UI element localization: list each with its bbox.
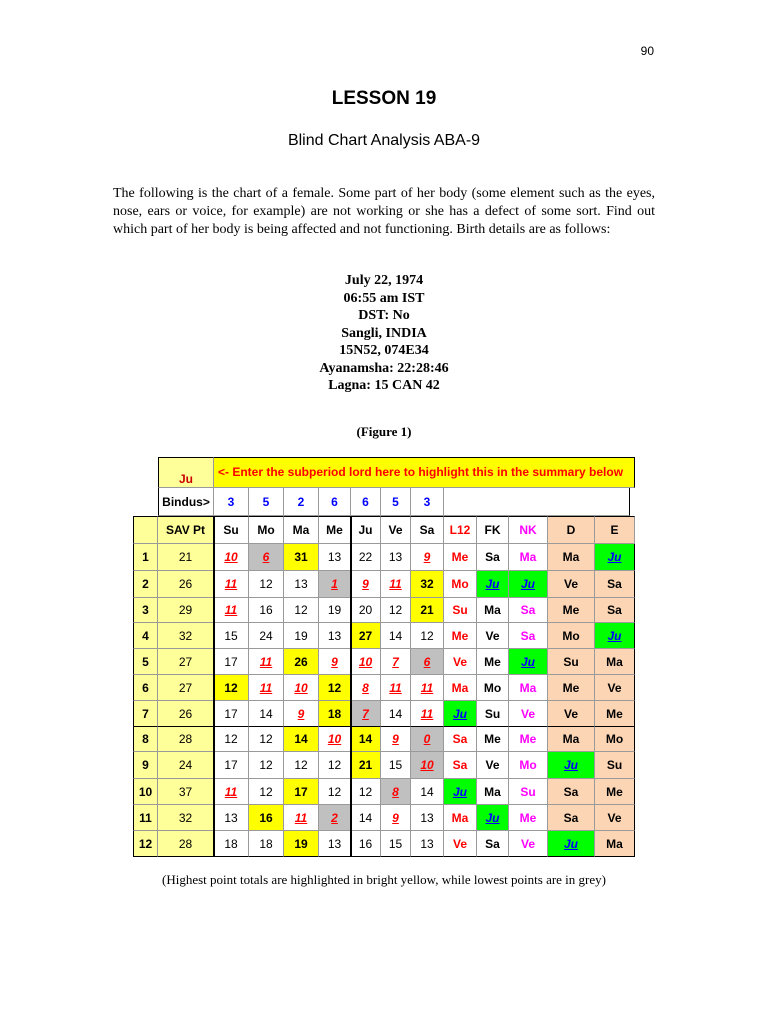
l12-cell: Su [444, 598, 477, 623]
e-cell: Ma [595, 649, 635, 675]
e-cell: Me [595, 701, 635, 727]
planet-point: 13 [284, 571, 319, 598]
planet-point: 10 [214, 544, 249, 571]
planet-point: 12 [249, 571, 284, 598]
planet-point: 14 [249, 701, 284, 727]
e-cell: Ve [595, 805, 635, 831]
column-header: Ma [284, 516, 319, 544]
planet-point: 19 [284, 831, 319, 857]
figure-label: (Figure 1) [356, 424, 412, 439]
birth-details [0, 272, 768, 395]
bindus-value: 6 [351, 488, 381, 516]
planet-point: 11 [214, 571, 249, 598]
row-number: 3 [133, 598, 158, 623]
bindus-value: 5 [249, 488, 284, 516]
planet-point: 21 [411, 598, 444, 623]
sav-point: 37 [158, 779, 214, 805]
planet-point: 10 [351, 649, 381, 675]
l12-cell: Sa [444, 752, 477, 779]
planet-point: 12 [319, 675, 351, 701]
d-cell: Mo [548, 623, 595, 649]
planet-point: 18 [319, 701, 351, 727]
planet-point: 27 [351, 623, 381, 649]
lesson-title: LESSON 19 [331, 88, 437, 109]
planet-point: 14 [411, 779, 444, 805]
bindus-value: 6 [319, 488, 351, 516]
column-header: SAV Pt [158, 516, 214, 544]
planet-point: 16 [249, 598, 284, 623]
row-number: 8 [133, 727, 158, 752]
planet-point: 14 [351, 805, 381, 831]
planet-point: 17 [214, 701, 249, 727]
nk-cell: Ma [509, 544, 548, 571]
sav-point: 27 [158, 649, 214, 675]
row-number: 12 [133, 831, 158, 857]
planet-point: 12 [214, 727, 249, 752]
subperiod-note: <- Enter the subperiod lord here to highlight this in the summary below [214, 457, 635, 488]
planet-point: 12 [284, 752, 319, 779]
nk-cell: Ve [509, 831, 548, 857]
sav-point: 27 [158, 675, 214, 701]
nk-cell: Sa [509, 598, 548, 623]
fk-cell: Ma [477, 779, 509, 805]
planet-point: 8 [381, 779, 411, 805]
d-cell: Me [548, 675, 595, 701]
planet-point: 11 [381, 675, 411, 701]
planet-point: 15 [214, 623, 249, 649]
planet-point: 6 [411, 649, 444, 675]
sav-point: 28 [158, 727, 214, 752]
planet-point: 12 [319, 752, 351, 779]
d-cell: Ma [548, 544, 595, 571]
planet-point: 13 [319, 831, 351, 857]
sav-point: 32 [158, 805, 214, 831]
planet-point: 12 [249, 752, 284, 779]
column-header: FK [477, 516, 509, 544]
l12-cell: Sa [444, 727, 477, 752]
l12-cell: Mo [444, 571, 477, 598]
fk-cell: Ju [477, 571, 509, 598]
e-cell: Sa [595, 571, 635, 598]
sav-point: 28 [158, 831, 214, 857]
fk-cell: Me [477, 649, 509, 675]
planet-point: 15 [381, 752, 411, 779]
fk-cell: Su [477, 701, 509, 727]
nk-cell: Ju [509, 571, 548, 598]
planet-point: 12 [249, 779, 284, 805]
planet-point: 13 [381, 544, 411, 571]
column-header: Sa [411, 516, 444, 544]
fk-cell: Mo [477, 675, 509, 701]
planet-point: 9 [319, 649, 351, 675]
planet-point: 10 [284, 675, 319, 701]
planet-point: 9 [351, 571, 381, 598]
page-number: 90 [640, 44, 654, 58]
fk-cell: Ma [477, 598, 509, 623]
d-cell: Su [548, 649, 595, 675]
planet-point: 10 [411, 752, 444, 779]
planet-point: 13 [319, 544, 351, 571]
lagna: Lagna: 15 CAN 42 [328, 378, 440, 393]
planet-point: 11 [249, 675, 284, 701]
e-cell: Ma [595, 831, 635, 857]
fk-cell: Ju [477, 805, 509, 831]
planet-point: 31 [284, 544, 319, 571]
planet-point: 8 [351, 675, 381, 701]
row-number: 11 [133, 805, 158, 831]
nk-cell: Ma [509, 675, 548, 701]
planet-point: 22 [351, 544, 381, 571]
row-number: 4 [133, 623, 158, 649]
planet-point: 11 [381, 571, 411, 598]
dst: DST: No [358, 308, 410, 323]
column-header: E [595, 516, 635, 544]
column-header: Su [214, 516, 249, 544]
d-cell: Ju [548, 831, 595, 857]
planet-point: 9 [381, 727, 411, 752]
fk-cell: Sa [477, 544, 509, 571]
e-cell: Ju [595, 623, 635, 649]
l12-cell: Ju [444, 701, 477, 727]
e-cell: Ve [595, 675, 635, 701]
planet-point: 17 [214, 752, 249, 779]
planet-point: 24 [249, 623, 284, 649]
planet-point: 16 [351, 831, 381, 857]
l12-cell: Me [444, 544, 477, 571]
planet-point: 12 [381, 598, 411, 623]
planet-point: 15 [381, 831, 411, 857]
row-number: 5 [133, 649, 158, 675]
e-cell: Ju [595, 544, 635, 571]
planet-point: 16 [249, 805, 284, 831]
d-cell: Me [548, 598, 595, 623]
column-header: Ju [351, 516, 381, 544]
bindus-value: 5 [381, 488, 411, 516]
row-number: 9 [133, 752, 158, 779]
sav-point: 26 [158, 571, 214, 598]
planet-point: 12 [214, 675, 249, 701]
d-cell: Ve [548, 571, 595, 598]
sav-separator [213, 516, 215, 857]
planet-point: 13 [319, 623, 351, 649]
ayanamsha: Ayanamsha: 22:28:46 [319, 360, 449, 376]
planet-point: 9 [284, 701, 319, 727]
planet-point: 9 [381, 805, 411, 831]
column-header: Me [319, 516, 351, 544]
planet-point: 7 [351, 701, 381, 727]
subperiod-lord-input[interactable]: Ju [158, 457, 214, 488]
planet-point: 14 [381, 623, 411, 649]
table-caption: (Highest point totals are highlighted in bright yellow, while lowest points are in grey) [162, 872, 606, 887]
planet-point: 11 [284, 805, 319, 831]
planet-point: 7 [381, 649, 411, 675]
planet-point: 14 [284, 727, 319, 752]
row-number: 1 [133, 544, 158, 571]
e-cell: Su [595, 752, 635, 779]
planet-point: 2 [319, 805, 351, 831]
bindus-value: 3 [214, 488, 249, 516]
fk-cell: Ve [477, 623, 509, 649]
e-cell: Me [595, 779, 635, 805]
planet-point: 11 [214, 598, 249, 623]
d-cell: Ma [548, 727, 595, 752]
coordinates: 15N52, 074E34 [339, 343, 429, 358]
planet-point: 18 [214, 831, 249, 857]
planet-point: 20 [351, 598, 381, 623]
planet-point: 13 [411, 831, 444, 857]
column-header: L12 [444, 516, 477, 544]
l12-cell: Ma [444, 675, 477, 701]
column-header: Ve [381, 516, 411, 544]
nk-cell: Me [509, 727, 548, 752]
row-number: 10 [133, 779, 158, 805]
planet-point: 32 [411, 571, 444, 598]
birth-place: Sangli, INDIA [341, 325, 427, 341]
d-cell: Sa [548, 779, 595, 805]
planet-point: 12 [249, 727, 284, 752]
planet-point: 12 [319, 779, 351, 805]
column-header: Mo [249, 516, 284, 544]
planet-point: 21 [351, 752, 381, 779]
planet-separator [350, 516, 352, 857]
sav-point: 21 [158, 544, 214, 571]
row-number: 2 [133, 571, 158, 598]
planet-point: 19 [319, 598, 351, 623]
planet-point: 11 [411, 701, 444, 727]
l12-cell: Ve [444, 831, 477, 857]
nk-cell: Sa [509, 623, 548, 649]
planet-point: 1 [319, 571, 351, 598]
planet-point: 12 [284, 598, 319, 623]
row-number: 6 [133, 675, 158, 701]
planet-point: 13 [214, 805, 249, 831]
nk-cell: Me [509, 805, 548, 831]
bindus-blank [444, 488, 630, 516]
nk-cell: Su [509, 779, 548, 805]
planet-point: 0 [411, 727, 444, 752]
planet-point: 11 [411, 675, 444, 701]
planet-point: 14 [381, 701, 411, 727]
planet-point: 12 [351, 779, 381, 805]
subtitle: Blind Chart Analysis ABA-9 [287, 132, 481, 149]
sav-point: 32 [158, 623, 214, 649]
column-header: D [548, 516, 595, 544]
bindus-label: Bindus> [158, 488, 214, 516]
planet-point: 19 [284, 623, 319, 649]
sav-point: 29 [158, 598, 214, 623]
row-number-header [133, 516, 158, 544]
fk-cell: Me [477, 727, 509, 752]
planet-point: 6 [249, 544, 284, 571]
planet-point: 11 [249, 649, 284, 675]
e-cell: Mo [595, 727, 635, 752]
planet-point: 18 [249, 831, 284, 857]
nk-cell: Mo [509, 752, 548, 779]
l12-cell: Me [444, 623, 477, 649]
planet-point: 14 [351, 727, 381, 752]
fk-cell: Ve [477, 752, 509, 779]
planet-point: 13 [411, 805, 444, 831]
fk-cell: Sa [477, 831, 509, 857]
l12-cell: Ju [444, 779, 477, 805]
birth-time: 06:55 am IST [343, 290, 425, 306]
d-cell: Ju [548, 752, 595, 779]
sav-point: 24 [158, 752, 214, 779]
nk-cell: Ve [509, 701, 548, 727]
l12-cell: Ma [444, 805, 477, 831]
planet-point: 26 [284, 649, 319, 675]
e-cell: Sa [595, 598, 635, 623]
intro-paragraph: The following is the chart of a female. Some part of her body (some element such as the eyes, nose, ears or voice, for example) are not working or she has a defect of some sort. Find out which part of her body is being affected and not functioning. Birth details are as follows: [113, 186, 655, 237]
planet-point: 12 [411, 623, 444, 649]
planet-point: 17 [214, 649, 249, 675]
bindus-value: 3 [411, 488, 444, 516]
d-cell: Sa [548, 805, 595, 831]
birth-date: July 22, 1974 [344, 273, 424, 288]
planet-point: 11 [214, 779, 249, 805]
bindus-value: 2 [284, 488, 319, 516]
l12-cell: Ve [444, 649, 477, 675]
planet-point: 9 [411, 544, 444, 571]
planet-point: 17 [284, 779, 319, 805]
sav-point: 26 [158, 701, 214, 727]
planet-point: 10 [319, 727, 351, 752]
row-number: 7 [133, 701, 158, 727]
nk-cell: Ju [509, 649, 548, 675]
column-header: NK [509, 516, 548, 544]
d-cell: Ve [548, 701, 595, 727]
